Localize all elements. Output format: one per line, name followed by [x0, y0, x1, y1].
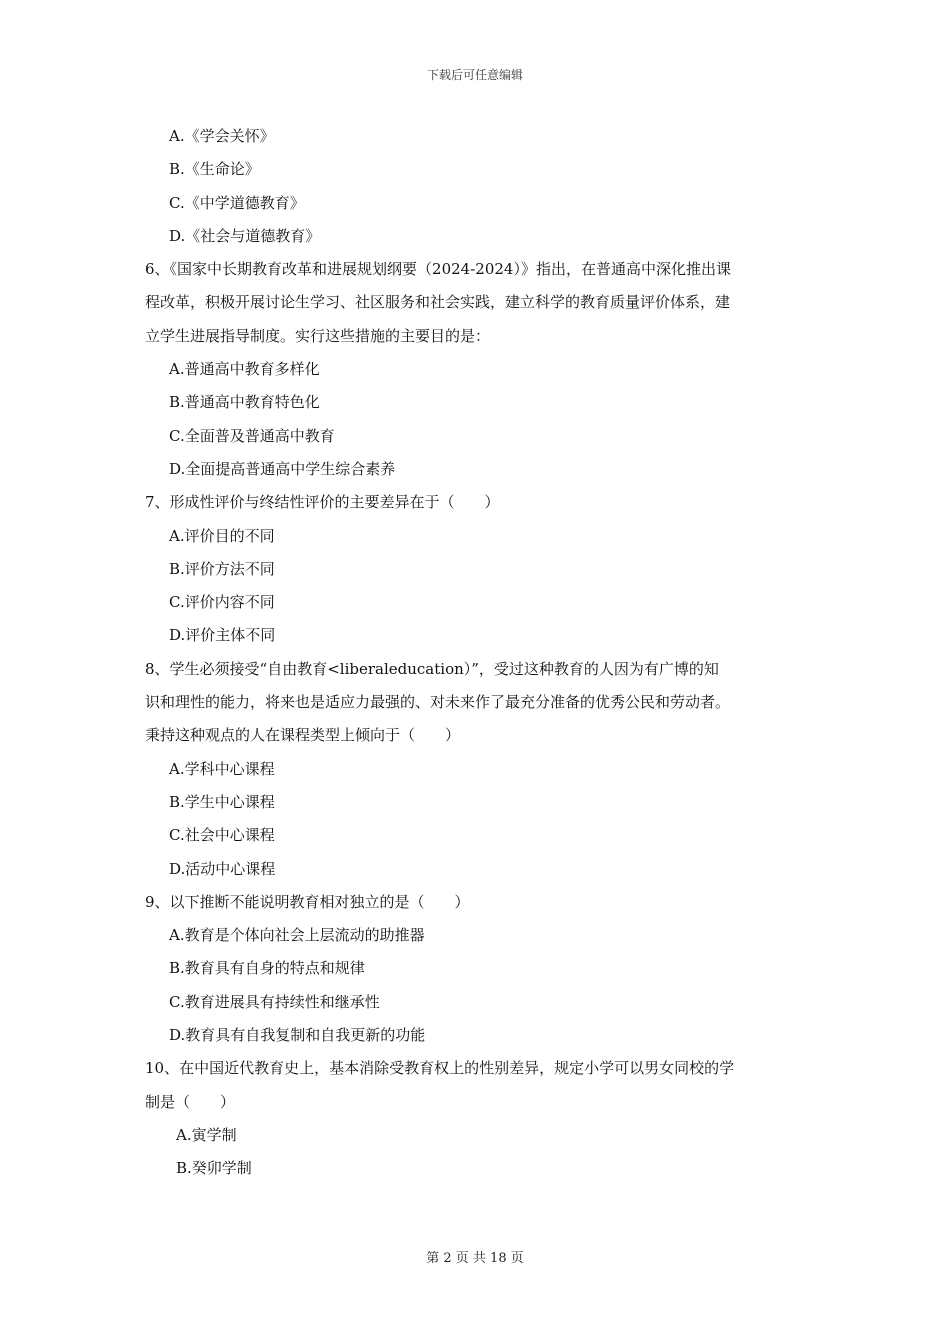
option-line: D.活动中心课程	[169, 859, 276, 878]
option-line: B.教育具有自身的特点和规律	[169, 959, 365, 978]
question-line: 程改革，积极开展讨论生学习、社区服务和社会实践，建立科学的教育质量评价体系，建	[145, 293, 731, 312]
option-line: D.评价主体不同	[169, 626, 276, 645]
option-line: A.教育是个体向社会上层流动的助推器	[169, 926, 425, 945]
option-line: B.《生命论》	[169, 160, 260, 179]
option-line: B.癸卯学制	[176, 1159, 252, 1178]
question-line: 9、以下推断不能说明教育相对独立的是（ ）	[145, 892, 470, 911]
question-line: 秉持这种观点的人在课程类型上倾向于（ ）	[145, 726, 461, 745]
option-line: B.学生中心课程	[169, 792, 275, 811]
page-header: 下载后可任意编辑	[426, 68, 523, 82]
question-line: 识和理性的能力，将来也是适应力最强的、对未来作了最充分准备的优秀公民和劳动者。	[145, 693, 731, 712]
option-line: A.《学会关怀》	[169, 127, 275, 145]
option-line: C.《中学道德教育》	[169, 193, 305, 212]
option-line: A.评价目的不同	[169, 526, 275, 545]
option-line: A.普通高中教育多样化	[169, 360, 320, 379]
option-line: C.教育进展具有持续性和继承性	[169, 992, 380, 1011]
option-line: A.学科中心课程	[169, 759, 275, 778]
option-line: D.《社会与道德教育》	[169, 226, 321, 245]
question-line: 7、形成性评价与终结性评价的主要差异在于（ ）	[145, 493, 500, 512]
option-line: D.全面提高普通高中学生综合素养	[169, 459, 396, 478]
question-line: 10、在中国近代教育史上，基本消除受教育权上的性别差异，规定小学可以男女同校的学	[145, 1059, 735, 1078]
option-line: B.评价方法不同	[169, 559, 275, 578]
option-line: C.评价内容不同	[169, 593, 275, 612]
page-footer: 第 2 页 共 18 页	[426, 1251, 524, 1266]
question-line: 立学生进展指导制度。实行这些措施的主要目的是：	[145, 326, 491, 345]
option-line: C.社会中心课程	[169, 826, 275, 845]
option-line: B.普通高中教育特色化	[169, 393, 320, 412]
question-line: 6、《国家中长期教育改革和进展规划纲要（2024-2024）》指出，在普通高中深化推出课	[145, 260, 731, 279]
question-line: 制是（ ）	[145, 1092, 236, 1111]
option-line: D.教育具有自我复制和自我更新的功能	[169, 1026, 426, 1045]
document-body	[145, 120, 815, 1186]
option-line: C.全面普及普通高中教育	[169, 426, 335, 445]
option-line: A.寅学制	[176, 1125, 237, 1144]
question-line: 8、学生必须接受“自由教育<liberaleducation）”，受过这种教育的人因为有广博的知	[145, 659, 719, 678]
